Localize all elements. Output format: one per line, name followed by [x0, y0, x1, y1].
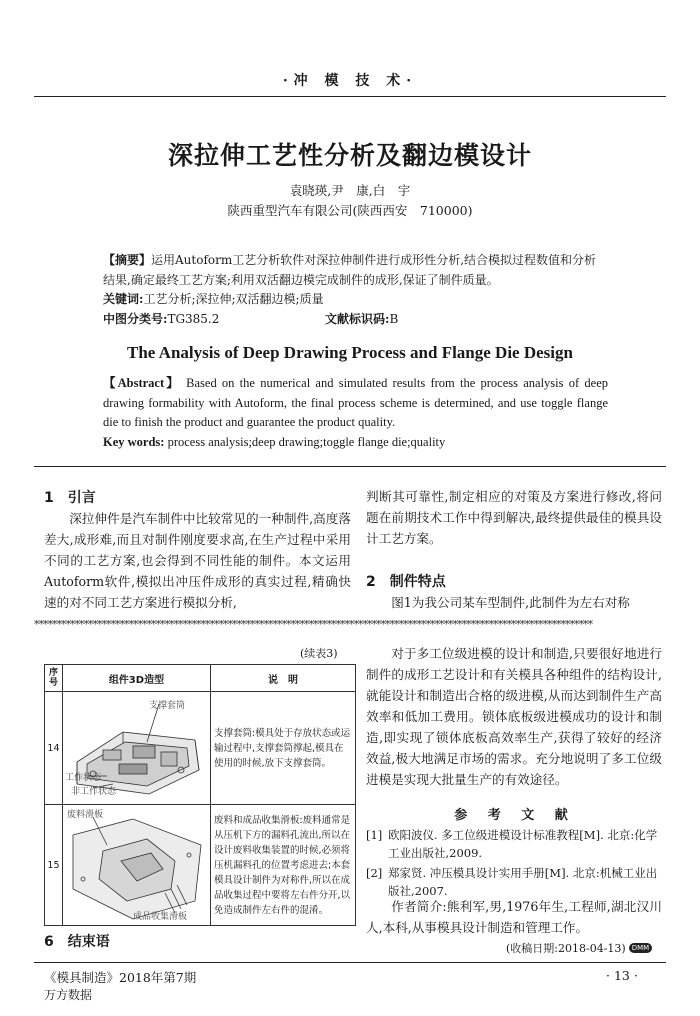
authors: 袁晓瑛,尹 康,白 宇	[289, 183, 411, 198]
section-1-paragraph: 深拉伸件是汽车制件中比较常见的一种制件,高度落差大,成形难,而且对制件刚度要求高,在生产过程中采用不同的工艺方案,也会得到不同性能的制件。本文运用Autoform软件,模拟出冲压件成形的真实过程,精确快速的对不同工艺方案进行模拟分析,	[44, 511, 351, 610]
header-desc: 说 明	[210, 665, 355, 692]
label-nonworking-state: 非工作状态	[70, 787, 116, 797]
reference-item	[366, 864, 664, 900]
received-date-row	[506, 940, 652, 956]
keywords-en	[103, 433, 608, 453]
references-list	[366, 826, 664, 900]
watermark-wanfang: 万方数据	[44, 988, 93, 1002]
references-heading: 参 考 文 献	[454, 808, 576, 823]
keywords-cn	[103, 290, 608, 310]
scrap-slide-drawing	[63, 805, 209, 925]
clc-code: TG385.2	[167, 311, 220, 326]
footer-rule	[34, 962, 666, 963]
section-1-heading: 1 引言	[44, 490, 96, 506]
journal-section-header: ·冲 模 技 术·	[282, 73, 418, 89]
abstract-en-text: Based on the numerical and simulated results from the process analysis of deep drawing formability with Autoform, the final process scheme is determined, and use toggle flange die to finish the product and guarantee the product quality.	[103, 376, 609, 429]
keywords-en-text: process analysis;deep drawing;toggle flange die;quality	[167, 434, 446, 449]
header-rule	[34, 96, 666, 97]
row-model-cell	[62, 805, 210, 926]
reference-number: [1]	[366, 828, 383, 842]
abstract-rule	[34, 466, 666, 467]
table-header-row	[45, 665, 356, 692]
dmm-badge: DMM	[629, 943, 652, 953]
section-2-paragraph: 图1为我公司某车型制件,此制件为左右对称	[391, 595, 630, 610]
reference-item	[366, 826, 664, 862]
label-scrap-slide: 废料滑板	[66, 810, 103, 820]
row-description: 废料和成品收集滑板:废料通常是从压机下方的漏料孔流出,所以在设计废料收集装置的时候,必须将压机漏料孔的位置考虑进去;本套模具设计制件为对称件,所以在成品收集过程中要将左右件分开,以免造成制件左右件的混淆。	[210, 805, 355, 926]
abstract-cn-label: 【摘要】	[103, 253, 152, 267]
abstract-en	[103, 374, 608, 452]
row-number: 14	[45, 692, 63, 805]
affiliation: 陕西重型汽车有限公司(陕西西安 710000)	[227, 203, 473, 218]
keywords-cn-label: 关键词:	[103, 292, 144, 306]
received-date: (收稿日期:2018-04-13)	[506, 942, 626, 955]
label-product-slide: 成品收集滑板	[132, 912, 187, 922]
page-number: · 13 ·	[606, 968, 638, 983]
classification-row	[103, 310, 608, 330]
header-no: 序号	[45, 665, 63, 692]
conclusion-paragraph: 对于多工位级进模的设计和制造,只要很好地进行制件的成形工艺设计和有关模具各种组件的结构设计,就能设计和制造出合格的级进模,从而达到制件生产高效率和低加工费用。锁体底板级进模成功的设计和制造,即实现了锁体底板高效率生产,获得了较好的经济效益,极大地满足市场的需求。充分地说明了多工位级进模是实现大批量生产的有效途径。	[366, 646, 662, 787]
abstract-cn-body	[103, 251, 608, 290]
components-table	[44, 664, 356, 926]
keywords-cn-text: 工艺分析;深拉伸;双活翻边模;质量	[143, 292, 324, 306]
english-title: The Analysis of Deep Drawing Process and Flange Die Design	[127, 343, 573, 362]
row-number: 15	[45, 805, 63, 926]
abstract-en-label: 【Abstract】	[103, 376, 181, 390]
abstract-cn-text: 运用Autoform工艺分析软件对深拉伸制件进行成形性分析,结合模拟过程数值和分析结果,确定最终工艺方案;利用双活翻边模完成制件的成形,保证了制件质量。	[103, 253, 597, 287]
conclusion-heading: 6 结束语	[44, 934, 110, 950]
table-row	[45, 805, 356, 926]
keywords-en-label: Key words:	[103, 434, 165, 449]
label-support-sleeve: 支撑套筒	[148, 701, 185, 711]
clc-label: 中图分类号:	[103, 311, 168, 326]
doc-code-label: 文献标识码:	[325, 311, 390, 326]
table-caption: (续表3)	[300, 647, 338, 660]
author-introduction: 作者简介:熊利军,男,1976年生,工程师,湖北汉川人,本科,从事模具设计制造和管理工作。	[366, 899, 662, 935]
section-2-heading: 2 制件特点	[366, 574, 446, 590]
section-1-paragraph-continued: 判断其可靠性,制定相应的对策及方案进行修改,将问题在前期技术工作中得到解决,最终提供最佳的模具设计工艺方案。	[366, 489, 662, 546]
table-row	[45, 692, 356, 805]
doc-code: B	[389, 311, 399, 326]
paper-title: 深拉伸工艺性分析及翻边模设计	[167, 141, 532, 170]
row-model-cell	[62, 692, 210, 805]
reference-text: 郑家贤. 冲压模具设计实用手册[M]. 北京:机械工业出版社,2007.	[388, 866, 658, 898]
abstract-cn	[103, 251, 608, 329]
reference-text: 欧阳波仪. 多工位级进模设计标准教程[M]. 北京:化学工业出版社,2009.	[388, 828, 658, 860]
article-divider: ****************************************************************************************************************************	[34, 620, 592, 630]
row-description: 支撑套筒:模具处于存放状态或运输过程中,支撑套筒撑起,模具在使用的时候,放下支撑套筒。	[210, 692, 355, 805]
label-working-state: 工作状态	[64, 773, 101, 783]
footer-journal: 《模具制造》2018年第7期	[44, 970, 197, 985]
abstract-en-body	[103, 374, 608, 433]
reference-number: [2]	[366, 866, 383, 880]
header-model: 组件3D造型	[62, 665, 210, 692]
